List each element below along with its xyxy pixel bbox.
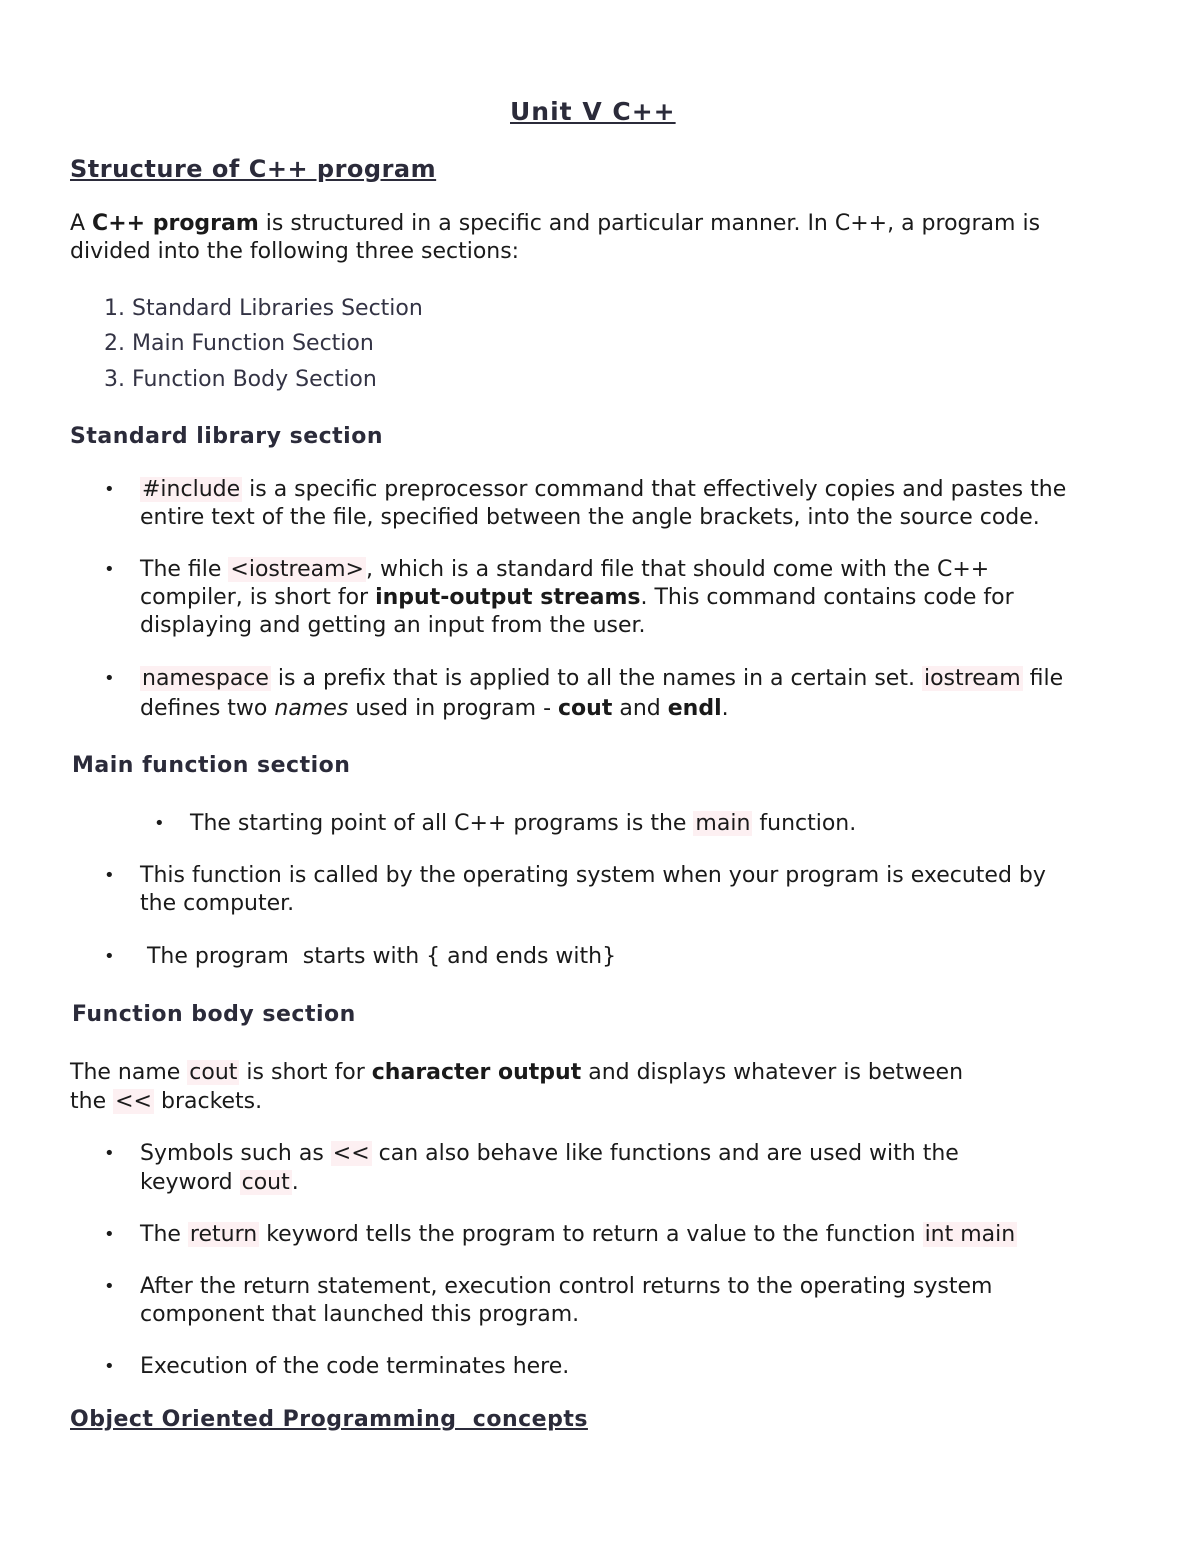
- body-bullet-2: The return keyword tells the program to return a value to the function int main: [140, 1222, 1016, 1247]
- section-heading-standard-library: Standard library section: [70, 424, 383, 449]
- body-bullet-4: Execution of the code terminates here.: [140, 1354, 570, 1379]
- bullet-icon: •: [104, 1356, 115, 1377]
- main-bullet-2-line1: This function is called by the operating system when your program is executed by: [140, 863, 1046, 888]
- bullet-icon: •: [104, 946, 115, 967]
- include-bullet-line2: entire text of the file, specified between the angle brackets, into the source code.: [140, 505, 1040, 530]
- main-bullet-2-line2: the computer.: [140, 891, 295, 916]
- page-title: Unit V C++: [510, 97, 676, 126]
- body-bullet-3-line2: component that launched this program.: [140, 1302, 580, 1327]
- bullet-icon: •: [104, 1143, 115, 1164]
- body-bullet-3-line1: After the return statement, execution control returns to the operating system: [140, 1274, 993, 1299]
- section-heading-oop: Object Oriented Programming concepts: [70, 1407, 588, 1432]
- include-bullet-line1: #include is a specific preprocessor command that effectively copies and pastes the: [142, 477, 1067, 502]
- main-bullet-3: The program starts with { and ends with}: [140, 944, 617, 969]
- bullet-icon: •: [104, 865, 115, 886]
- section-heading-main-function: Main function section: [72, 753, 351, 778]
- list-item: 2. Main Function Section: [104, 331, 374, 356]
- bullet-icon: •: [104, 668, 115, 689]
- bullet-icon: •: [104, 1224, 115, 1245]
- namespace-bullet-line2: defines two names used in program - cout and endl.: [140, 696, 729, 721]
- namespace-bullet-line1: namespace is a prefix that is applied to all the names in a certain set. iostream file: [142, 666, 1064, 691]
- cout-paragraph-line1: The name cout is short for character output and displays whatever is between: [70, 1060, 964, 1085]
- intro-paragraph-line1: A C++ program is structured in a specific and particular manner. In C++, a program is: [70, 211, 1041, 236]
- iostream-bullet-line1: The file <iostream>, which is a standard file that should come with the C++: [140, 557, 990, 582]
- cout-paragraph-line2: the << brackets.: [70, 1089, 263, 1114]
- iostream-bullet-line2: compiler, is short for input-output streams. This command contains code for: [140, 585, 1014, 610]
- iostream-bullet-line3: displaying and getting an input from the user.: [140, 613, 646, 638]
- body-bullet-1-line2: keyword cout.: [140, 1170, 299, 1195]
- bullet-icon: •: [154, 813, 165, 834]
- list-item: 3. Function Body Section: [104, 367, 377, 392]
- main-bullet-1: The starting point of all C++ programs is the main function.: [190, 811, 857, 836]
- section-heading-function-body: Function body section: [72, 1002, 356, 1027]
- bullet-icon: •: [104, 1276, 115, 1297]
- section-heading-structure: Structure of C++ program: [70, 155, 437, 183]
- bullet-icon: •: [104, 479, 115, 500]
- list-item: 1. Standard Libraries Section: [104, 296, 423, 321]
- intro-paragraph-line2: divided into the following three sections:: [70, 239, 520, 264]
- bullet-icon: •: [104, 559, 115, 580]
- body-bullet-1-line1: Symbols such as << can also behave like functions and are used with the: [140, 1141, 959, 1166]
